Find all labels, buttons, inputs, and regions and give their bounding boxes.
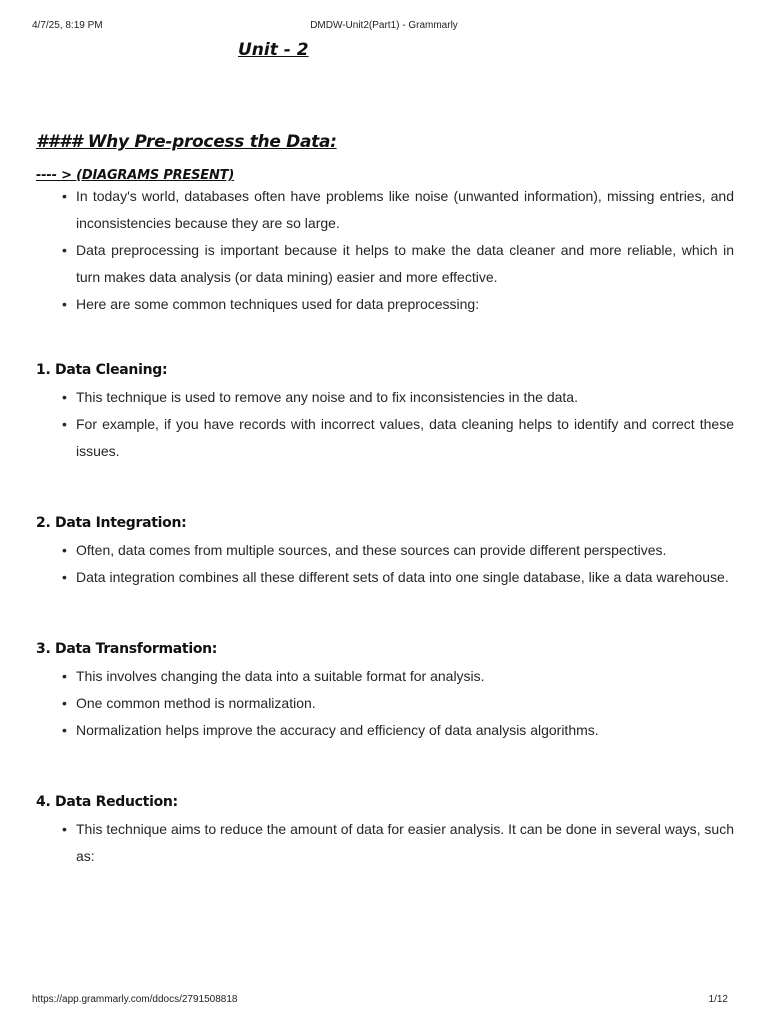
bullet-list	[36, 663, 734, 744]
section-title: 4. Data Reduction:	[36, 794, 178, 810]
print-header	[0, 20, 768, 34]
print-page-title: DMDW-Unit2(Part1) - Grammarly	[310, 20, 458, 31]
section-title: 3. Data Transformation:	[36, 641, 218, 657]
list-item: • Often, data comes from multiple sources, and these sources can provide different perspectives.	[36, 537, 734, 564]
bullet-list	[36, 537, 734, 591]
unit-title: Unit - 2	[238, 40, 309, 60]
list-item: • Data integration combines all these different sets of data into one single database, like a data warehouse.	[36, 564, 734, 591]
list-item: • Data preprocessing is important because it helps to make the data cleaner and more reliable, which in turn makes data analysis (or data mining) easier and more effective.	[36, 237, 734, 291]
list-item: • Here are some common techniques used for data preprocessing:	[36, 291, 734, 318]
section-data-cleaning	[36, 362, 734, 465]
document-body	[36, 36, 734, 870]
list-item: • This technique aims to reduce the amount of data for easier analysis. It can be done in several ways, such as:	[36, 816, 734, 870]
list-item: • This involves changing the data into a suitable format for analysis.	[36, 663, 734, 690]
print-url: https://app.grammarly.com/ddocs/2791508818	[32, 994, 238, 1005]
intro-bullet-list	[36, 183, 734, 318]
section-heading: #### Why Pre-process the Data:	[36, 132, 337, 152]
list-item: • This technique is used to remove any noise and to fix inconsistencies in the data.	[36, 384, 734, 411]
bullet-list	[36, 816, 734, 870]
section-title: 1. Data Cleaning:	[36, 362, 168, 378]
print-footer	[0, 994, 768, 1008]
print-datetime: 4/7/25, 8:19 PM	[32, 20, 103, 31]
list-item: • One common method is normalization.	[36, 690, 734, 717]
section-data-transformation	[36, 641, 734, 744]
section-data-integration	[36, 515, 734, 591]
list-item: • For example, if you have records with incorrect values, data cleaning helps to identify and correct these issues.	[36, 411, 734, 465]
page-number: 1/12	[708, 994, 728, 1005]
section-title: 2. Data Integration:	[36, 515, 187, 531]
list-item: • In today's world, databases often have problems like noise (unwanted information), missing entries, and inconsistencies because they are so large.	[36, 183, 734, 237]
list-item: • Normalization helps improve the accuracy and efficiency of data analysis algorithms.	[36, 717, 734, 744]
diagrams-note: ---- > (DIAGRAMS PRESENT)	[36, 168, 235, 183]
bullet-list	[36, 384, 734, 465]
section-data-reduction	[36, 794, 734, 870]
